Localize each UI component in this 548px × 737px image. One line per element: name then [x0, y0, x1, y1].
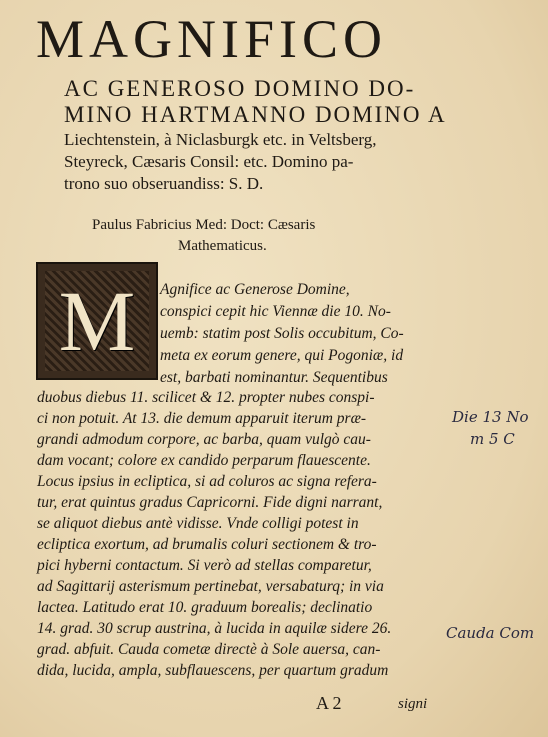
dedication-line-5: trono suo obseruandiss: S. D. — [64, 174, 264, 193]
page-title: MAGNIFICO — [36, 9, 388, 69]
body-line: pici hyberni contactum. Si verò ad stellas comparetur, — [37, 557, 372, 574]
body-line: meta ex eorum genere, qui Pogoniæ, id — [160, 347, 404, 364]
body-line: Locus ipsius in ecliptica, si ad coluros ac signa refera- — [37, 473, 377, 490]
initial-letter: M — [58, 273, 136, 369]
author-line-1: Paulus Fabricius Med: Doct: Cæsaris — [92, 217, 316, 233]
signature-mark: A 2 — [316, 693, 342, 713]
body-line: conspici cepit hic Viennæ die 10. No- — [160, 303, 391, 320]
body-line: ecliptica exortum, ad brumalis coluri sectionem & tro- — [37, 536, 377, 553]
body-line: Agnifice ac Generose Domine, — [160, 281, 350, 298]
body-line: se aliquot diebus antè vidisse. Vnde colligi potest in — [37, 515, 359, 532]
dedication-line-1: AC GENEROSO DOMINO DO- — [64, 76, 416, 101]
body-line: tur, erat quintus gradus Capricorni. Fide digni narrant, — [37, 494, 383, 511]
body-line: uemb: statim post Solis occubitum, Co- — [160, 325, 404, 342]
margin-note: Die 13 No — [452, 408, 529, 426]
body-line: duobus diebus 11. scilicet & 12. propter nubes conspi- — [37, 389, 375, 406]
dedication-line-2: MINO HARTMANNO DOMINO A — [64, 102, 447, 127]
margin-note: Cauda Com — [446, 624, 535, 642]
dedication-line-3: Liechtenstein, à Niclasburgk etc. in Veltsberg, — [64, 130, 377, 149]
margin-note: m 5 C — [470, 430, 515, 448]
author-line-2: Mathematicus. — [178, 238, 267, 254]
body-line: ci non potuit. At 13. die demum apparuit iterum præ- — [37, 410, 367, 427]
body-line: dam vocant; colore ex candido perparum flauescente. — [37, 452, 371, 469]
body-line: dida, lucida, ampla, subflauescens, per quartum gradum — [37, 662, 389, 679]
catchword: signi — [398, 696, 428, 712]
body-line: est, barbati nominantur. Sequentibus — [160, 369, 388, 386]
body-line: grad. abfuit. Cauda cometæ directè à Sole auersa, can- — [37, 641, 381, 658]
body-line: ad Sagittarij asterismum pertinebat, versabaturq; in via — [37, 578, 384, 595]
body-line: 14. grad. 30 scrup austrina, à lucida in aquilæ sidere 26. — [37, 620, 392, 637]
decorated-initial — [36, 262, 158, 380]
initial-ornament — [45, 271, 149, 371]
body-line: grandi admodum corpore, ac barba, quam vulgò cau- — [37, 431, 371, 448]
body-line: lactea. Latitudo erat 10. graduum borealis; declinatio — [37, 599, 373, 616]
dedication-line-4: Steyreck, Cæsaris Consil: etc. Domino pa- — [64, 152, 354, 171]
